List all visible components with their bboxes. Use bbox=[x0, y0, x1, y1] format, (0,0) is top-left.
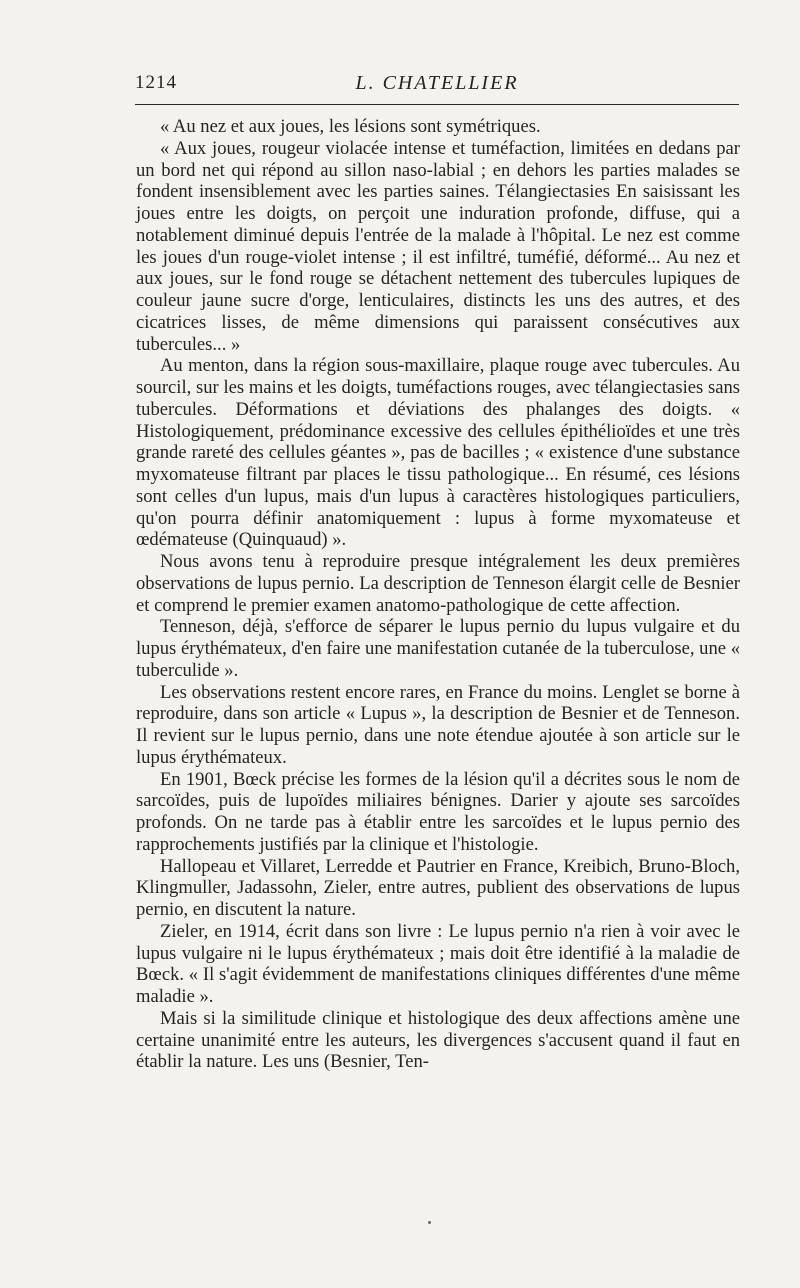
paragraph-9: Zieler, en 1914, écrit dans son livre : Le lupus pernio n'a rien à voir avec le lupus vulgaire ni le lupus érythémateux ; mais doit être identifié à la maladie de Bœck. « Il s'agit évidemment de manifestations cliniques différentes d'une même maladie ». bbox=[136, 920, 740, 1007]
paragraph-5: Tenneson, déjà, s'efforce de séparer le lupus pernio du lupus vulgaire et du lupus érythémateux, d'en faire une manifestation cutanée de la tuberculose, une « tuberculide ». bbox=[136, 616, 740, 681]
paragraph-7: En 1901, Bœck précise les formes de la lésion qu'il a décrites sous le nom de sarcoïdes, puis de lupoïdes miliaires bénignes. Darier y ajoute ses sarcoïdes profonds. On ne tarde pas à établir entre les sarcoïdes et le lupus pernio des rapprochements justifiés par la clinique et l'histologie. bbox=[136, 768, 740, 855]
paragraph-6: Les observations restent encore rares, en France du moins. Lenglet se borne à reproduire, dans son article « Lupus », la description de Besnier et de Tenneson. Il revient sur le lupus pernio, dans une note étendue ajoutée à son article sur le lupus érythémateux. bbox=[136, 681, 740, 768]
running-head: L. CHATELLIER bbox=[355, 72, 519, 94]
body-text bbox=[136, 116, 740, 1073]
paragraph-8: Hallopeau et Villaret, Lerredde et Pautrier en France, Kreibich, Bruno-Bloch, Klingmuller, Jadassohn, Zieler, entre autres, publient des observations de lupus pernio, en discutent la nature. bbox=[136, 855, 740, 920]
paragraph-4: Nous avons tenu à reproduire presque intégralement les deux premières observations de lupus pernio. La description de Tenneson élargit celle de Besnier et comprend le premier examen anatomo-pathologique de cette affection. bbox=[136, 551, 740, 616]
paragraph-3: Au menton, dans la région sous-maxillaire, plaque rouge avec tubercules. Au sourcil, sur les mains et les doigts, tuméfactions rouges, avec télangiectasies sans tubercules. Déformations et déviations des phalanges des doigts. « Histologiquement, prédominance excessive des cellules épithélioïdes et une très grande rareté des cellules géantes », pas de bacilles ; « existence d'une substance myxomateuse filtrant par places le tissu pathologique... En résumé, ces lésions sont celles d'un lupus, mais d'un lupus à caractères histologiques particuliers, qu'on pourra définir anatomiquement : lupus à forme myxomateuse et œdémateuse (Quinquaud) ». bbox=[136, 355, 740, 551]
page-number: 1214 bbox=[135, 72, 177, 93]
folio-dot bbox=[428, 1221, 431, 1224]
page-header bbox=[135, 72, 739, 98]
paragraph-10: Mais si la similitude clinique et histologique des deux affections amène une certaine unanimité entre les auteurs, les divergences s'accusent quand il faut en établir la nature. Les uns (Besnier, Ten- bbox=[136, 1007, 740, 1073]
paragraph-2: « Aux joues, rougeur violacée intense et tuméfaction, limitées en dedans par un bord net qui répond au sillon naso-labial ; en dehors les parties malades se fondent insensiblement avec les parties saines. Télangiectasies En saisissant les joues entre les doigts, on perçoit une induration profonde, diffuse, qui a notablement diminué depuis l'entrée de la malade à l'hôpital. Le nez est comme les joues d'un rouge-violet intense ; il est infiltré, tuméfié, déformé... Au nez et aux joues, sur le fond rouge se détachent nettement des tubercules lupiques de couleur jaune sucre d'orge, lenticulaires, distincts les uns des autres, et des cicatrices lisses, de même dimensions qui paraissent consécutives aux tubercules... » bbox=[136, 137, 740, 355]
paragraph-1: « Au nez et aux joues, les lésions sont symétriques. bbox=[160, 116, 541, 137]
header-rule bbox=[135, 104, 739, 105]
